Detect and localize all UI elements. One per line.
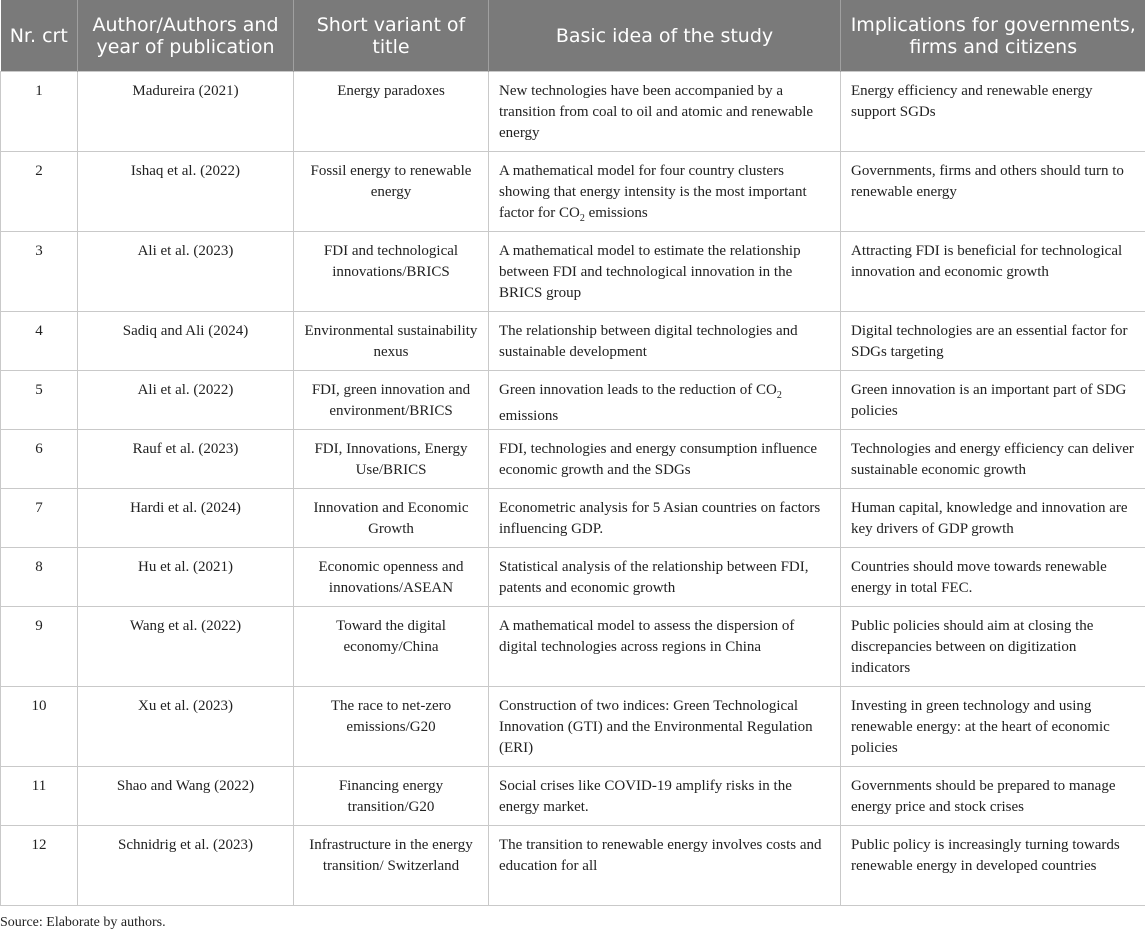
cell-author: Ishaq et al. (2022) <box>78 152 294 232</box>
cell-title: FDI, green innovation and environment/BRICS <box>294 371 489 430</box>
cell-idea: FDI, technologies and energy consumption influence economic growth and the SDGs <box>489 430 841 489</box>
cell-nr: 9 <box>1 607 78 687</box>
cell-author: Wang et al. (2022) <box>78 607 294 687</box>
cell-title: FDI and technological innovations/BRICS <box>294 232 489 312</box>
cell-nr: 11 <box>1 767 78 826</box>
cell-nr: 8 <box>1 548 78 607</box>
cell-implications: Attracting FDI is beneficial for technological innovation and economic growth <box>841 232 1145 312</box>
table-row <box>1 826 1145 906</box>
cell-author: Xu et al. (2023) <box>78 687 294 767</box>
cell-author: Rauf et al. (2023) <box>78 430 294 489</box>
table-row <box>1 371 1145 430</box>
cell-nr: 1 <box>1 72 78 152</box>
table-row <box>1 687 1145 767</box>
cell-title: FDI, Innovations, Energy Use/BRICS <box>294 430 489 489</box>
cell-implications: Human capital, knowledge and innovation are key drivers of GDP growth <box>841 489 1145 548</box>
cell-idea: Statistical analysis of the relationship between FDI, patents and economic growth <box>489 548 841 607</box>
table-row <box>1 232 1145 312</box>
cell-idea: Econometric analysis for 5 Asian countries on factors influencing GDP. <box>489 489 841 548</box>
cell-title: Innovation and Economic Growth <box>294 489 489 548</box>
cell-title: Infrastructure in the energy transition/ Switzerland <box>294 826 489 906</box>
cell-idea: The transition to renewable energy involves costs and education for all <box>489 826 841 906</box>
cell-idea: Green innovation leads to the reduction of $CO_2$ emissions <box>489 371 841 430</box>
table-row <box>1 152 1145 232</box>
cell-title: Toward the digital economy/China <box>294 607 489 687</box>
header-title: Short variant of title <box>294 0 489 72</box>
cell-author: Schnidrig et al. (2023) <box>78 826 294 906</box>
cell-title: The race to net-zero emissions/G20 <box>294 687 489 767</box>
table-row <box>1 430 1145 489</box>
header-idea: Basic idea of the study <box>489 0 841 72</box>
table-row <box>1 548 1145 607</box>
table-row <box>1 767 1145 826</box>
cell-implications: Governments should be prepared to manage energy price and stock crises <box>841 767 1145 826</box>
cell-idea: The relationship between digital technologies and sustainable development <box>489 312 841 371</box>
cell-nr: 2 <box>1 152 78 232</box>
table-row <box>1 312 1145 371</box>
header-nr: Nr. crt <box>1 0 78 72</box>
cell-nr: 10 <box>1 687 78 767</box>
cell-title: Economic openness and innovations/ASEAN <box>294 548 489 607</box>
cell-title: Environmental sustainability nexus <box>294 312 489 371</box>
cell-idea: A mathematical model to estimate the relationship between FDI and technological innovation in the BRICS group <box>489 232 841 312</box>
table-row <box>1 489 1145 548</box>
cell-implications: Energy efficiency and renewable energy support SGDs <box>841 72 1145 152</box>
cell-idea: New technologies have been accompanied by a transition from coal to oil and atomic and renewable energy <box>489 72 841 152</box>
cell-nr: 4 <box>1 312 78 371</box>
table-row <box>1 607 1145 687</box>
cell-title: Fossil energy to renewable energy <box>294 152 489 232</box>
cell-nr: 12 <box>1 826 78 906</box>
cell-author: Ali et al. (2023) <box>78 232 294 312</box>
cell-nr: 3 <box>1 232 78 312</box>
cell-implications: Investing in green technology and using renewable energy: at the heart of economic policies <box>841 687 1145 767</box>
cell-title: Financing energy transition/G20 <box>294 767 489 826</box>
cell-nr: 7 <box>1 489 78 548</box>
cell-implications: Digital technologies are an essential factor for SDGs targeting <box>841 312 1145 371</box>
cell-author: Madureira (2021) <box>78 72 294 152</box>
table-row <box>1 72 1145 152</box>
cell-nr: 5 <box>1 371 78 430</box>
cell-idea: Construction of two indices: Green Technological Innovation (GTI) and the Environmental Regulation (ERI) <box>489 687 841 767</box>
cell-title: Energy paradoxes <box>294 72 489 152</box>
cell-author: Sadiq and Ali (2024) <box>78 312 294 371</box>
cell-implications: Green innovation is an important part of SDG policies <box>841 371 1145 430</box>
cell-idea: Social crises like COVID-19 amplify risks in the energy market. <box>489 767 841 826</box>
cell-implications: Countries should move towards renewable energy in total FEC. <box>841 548 1145 607</box>
header-author: Author/Authors and year of publication <box>78 0 294 72</box>
cell-implications: Public policies should aim at closing the discrepancies between on digitization indicators <box>841 607 1145 687</box>
cell-author: Ali et al. (2022) <box>78 371 294 430</box>
source-note: Source: Elaborate by authors. <box>0 906 1145 931</box>
cell-idea: A mathematical model to assess the dispersion of digital technologies across regions in China <box>489 607 841 687</box>
cell-implications: Governments, firms and others should turn to renewable energy <box>841 152 1145 232</box>
cell-idea: A mathematical model for four country clusters showing that energy intensity is the most important factor for $CO_2$ emissions <box>489 152 841 232</box>
cell-author: Shao and Wang (2022) <box>78 767 294 826</box>
cell-author: Hu et al. (2021) <box>78 548 294 607</box>
header-row <box>1 0 1145 72</box>
cell-implications: Technologies and energy efficiency can deliver sustainable economic growth <box>841 430 1145 489</box>
cell-author: Hardi et al. (2024) <box>78 489 294 548</box>
cell-implications: Public policy is increasingly turning towards renewable energy in developed countries <box>841 826 1145 906</box>
cell-nr: 6 <box>1 430 78 489</box>
header-implications: Implications for governments, firms and citizens <box>841 0 1145 72</box>
